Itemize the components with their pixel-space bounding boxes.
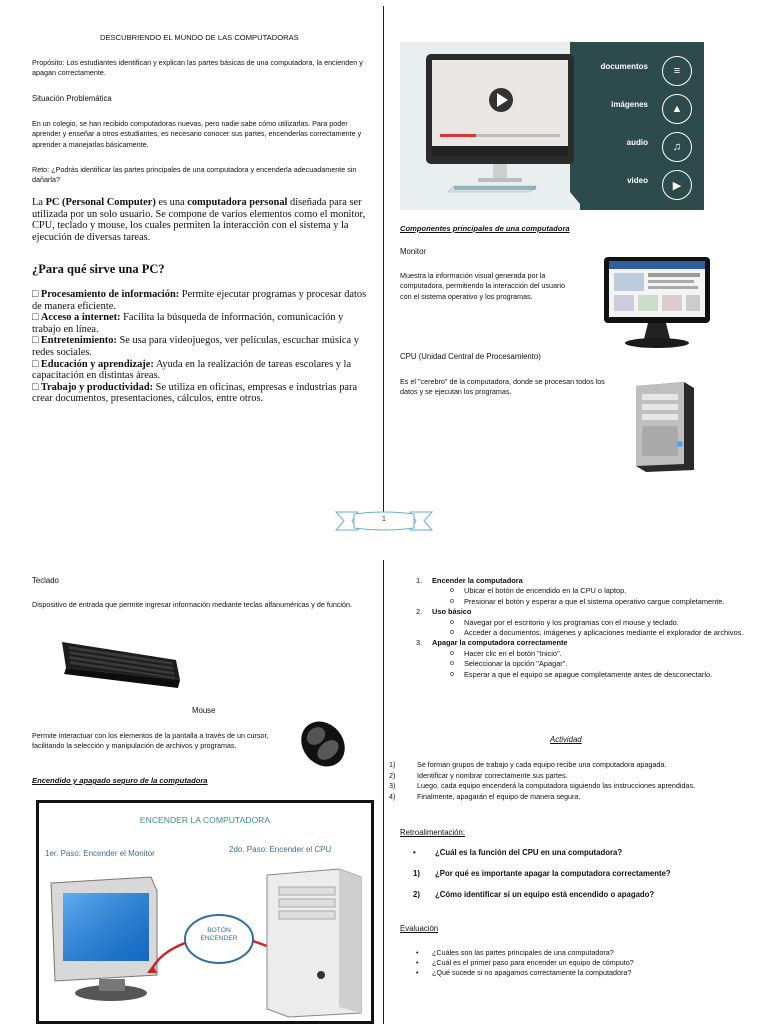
activity-number: 4) xyxy=(389,791,396,801)
cpu-image xyxy=(630,380,698,474)
page-number: 1 xyxy=(382,516,386,523)
evaluation-text: ¿Qué sucede si no apagamos correctamente la computadora? xyxy=(432,968,632,978)
page-title: DESCUBRIENDO EL MUNDO DE LAS COMPUTADORAS xyxy=(100,33,299,42)
use-item xyxy=(32,382,370,405)
activity-item xyxy=(389,771,739,782)
feedback-heading: Retroalimentación: xyxy=(400,828,466,837)
page1-divider xyxy=(383,6,384,512)
use-text: Ayuda en la realización de tareas escolares y la capacitación en distintas áreas. xyxy=(32,358,352,382)
use-title: Procesamiento de información: xyxy=(40,289,180,300)
feedback-item xyxy=(413,869,753,878)
monitor-image xyxy=(602,255,712,349)
step-subitem: o Presionar el botón y esperar a que el sistema operativo cargue completamente. xyxy=(416,597,756,607)
step-subitem: o Acceder a documentos, imágenes y aplicaciones mediante el explorador de archivos. xyxy=(416,628,756,638)
feedback-number: 2) xyxy=(413,890,420,899)
use-text: Se utiliza en oficinas, empresas e industrias para crear documentos, presentaciones, cálculos, entre otros. xyxy=(32,381,358,405)
feedback-text: ¿Cómo identificar si un equipo está encendido o apagado? xyxy=(435,890,655,899)
feedback-number: 1) xyxy=(413,869,420,878)
activity-text: Luego, cada equipo encenderá la computadora siguiendo las instrucciones aprendidas. xyxy=(417,781,696,791)
problem-text: En un colegio, se han recibido computadoras nuevas, pero nadie sabe cómo utilizarlas. Para poder aprender y enseñar a otros estudiantes, es necesario conocer sus partes, encenderlas correctamente y aprender a manejarlas básicamente. xyxy=(32,119,362,149)
use-text: Permite ejecutar programas y procesar datos de manera eficiente. xyxy=(32,289,367,312)
evaluation-list xyxy=(416,948,736,979)
document-icon: ≡ xyxy=(662,56,692,86)
media-label-1: imágenes xyxy=(611,100,648,109)
feedback-text: ¿Cuál es la función del CPU en una computadora? xyxy=(435,848,623,857)
purpose-text: Propósito: Los estudiantes identifican y explican las partes básicas de una computadora, la encienden y apagan correctamente. xyxy=(32,58,363,78)
uses-list xyxy=(32,289,370,405)
evaluation-item xyxy=(416,948,736,958)
use-text: Facilita la búsqueda de información, comunicación y trabajo en línea. xyxy=(32,312,344,335)
step-title: Uso básico xyxy=(432,607,472,617)
evaluation-heading: Evaluación xyxy=(400,924,439,933)
use-title: Trabajo y productividad: xyxy=(40,381,154,393)
mouse-text: Permite interactuar con los elementos de la pantalla a través de un cursor, facilitando la selección y manipulación de archivos y programas. xyxy=(32,731,269,751)
evaluation-text: ¿Cuál es el primer paso para encender un equipo de cómputo? xyxy=(432,958,634,968)
activity-text: Identificar y nombrar correctamente sus partes. xyxy=(417,770,568,780)
media-label-0: documentos xyxy=(600,62,648,71)
activity-text: Se forman grupos de trabajo y cada equipo recibe una computadora apagada. xyxy=(417,760,667,769)
feedback-item xyxy=(413,890,753,899)
step-title: Apagar la computadora correctamente xyxy=(432,638,568,648)
checkbox-icon: □ xyxy=(32,358,41,370)
cpu-text: Es el "cerebro" de la computadora, donde se procesan todos los datos y se ejecutan los programas. xyxy=(400,377,605,397)
feedback-list xyxy=(413,848,753,911)
monitor-heading: Monitor xyxy=(400,247,426,256)
step-item xyxy=(416,607,756,617)
use-item xyxy=(32,312,370,335)
activity-number: 1) xyxy=(389,760,396,769)
use-title: Acceso a internet: xyxy=(40,312,121,324)
cpu-heading: CPU (Unidad Central de Procesamiento) xyxy=(400,352,541,361)
bullet-icon: • xyxy=(416,948,419,957)
keyboard-image xyxy=(56,634,184,694)
problem-heading: Situación Problemática xyxy=(32,94,112,103)
mouse-heading: Mouse xyxy=(192,706,216,715)
step-item xyxy=(416,638,756,648)
feedback-item xyxy=(413,848,753,857)
page2-divider xyxy=(383,560,384,1024)
audio-icon: ♫ xyxy=(662,132,692,162)
step-title: Encender la computadora xyxy=(432,576,523,585)
activity-number: 2) xyxy=(389,770,396,780)
activity-number: 3) xyxy=(389,781,396,791)
activity-item xyxy=(389,792,739,803)
media-label-3: video xyxy=(627,176,648,185)
bullet-icon: • xyxy=(416,968,419,978)
diagram-step1: 1er. Paso: Encender el Monitor xyxy=(45,849,155,858)
step-number: 3. xyxy=(416,638,423,648)
activity-heading: Actividad xyxy=(550,735,582,744)
components-heading: Componentes principales de una computadora xyxy=(400,224,570,233)
bullet-icon: • xyxy=(416,958,419,968)
media-illustration xyxy=(400,42,704,210)
media-label-2: audio xyxy=(626,138,648,147)
mouse-image xyxy=(294,716,352,768)
use-item xyxy=(32,289,370,312)
monitor-text: Muestra la información visual generada por la computadora, permitiendo la interacción del usuario con el sistema operativo y los programas. xyxy=(400,271,566,301)
step-subitem: o Seleccionar la opción "Apagar". xyxy=(416,659,756,669)
use-title: Entretenimiento: xyxy=(40,335,117,347)
diagram-step2: 2do. Paso: Encender el CPU xyxy=(229,845,332,854)
activity-item xyxy=(389,781,739,792)
video-icon: ▶ xyxy=(662,170,692,200)
step-number: 1. xyxy=(416,576,423,585)
use-item xyxy=(32,359,370,382)
activity-item xyxy=(389,760,739,771)
step-subitem: o Esperar a que el equipo se apague completamente antes de desconectarlo. xyxy=(416,670,756,680)
step-subitem: o Navegar por el escritorio y los programas con el mouse y teclado. xyxy=(416,618,756,628)
feedback-text: ¿Por qué es importante apagar la computadora correctamente? xyxy=(435,869,671,878)
checkbox-icon: □ xyxy=(32,289,41,300)
diagram-button-label: BOTÓN ENCENDER xyxy=(200,927,238,942)
step-number: 2. xyxy=(416,607,423,617)
diagram-title: ENCENDER LA COMPUTADORA xyxy=(139,815,271,825)
pc-intro: La PC (Personal Computer) es una computadora personal diseñada para ser utilizada por un solo usuario. Se compone de varios elementos como el monitor, CPU, teclado y mouse, los cuales permiten la interacción con el sistema y la ejecución de diversas tareas. xyxy=(32,197,366,243)
steps-list xyxy=(416,576,756,680)
checkbox-icon: □ xyxy=(32,381,41,393)
step-subitem: o Hacer clic en el botón "Inicio". xyxy=(416,649,756,659)
keyboard-text: Dispositivo de entrada que permite ingresar información mediante teclas alfanuméricas y de función. xyxy=(32,600,353,609)
feedback-number: • xyxy=(413,848,416,857)
image-icon: ▲ xyxy=(662,94,692,124)
uses-heading: ¿Para qué sirve una PC? xyxy=(32,262,165,276)
evaluation-item xyxy=(416,968,736,978)
evaluation-item xyxy=(416,958,736,968)
checkbox-icon: □ xyxy=(32,312,41,324)
activity-text: Finalmente, apagarán el equipo de manera segura. xyxy=(417,791,581,801)
step-subitem: o Ubicar el botón de encendido en la CPU o laptop. xyxy=(416,586,756,596)
use-title: Educación y aprendizaje: xyxy=(40,358,154,370)
use-item xyxy=(32,335,370,358)
checkbox-icon: □ xyxy=(32,335,41,347)
evaluation-text: ¿Cuáles son las partes principales de una computadora? xyxy=(432,948,614,957)
challenge-text: Reto: ¿Podrás identificar las partes principales de una computadora y encenderla adecuadamente sin dañarla? xyxy=(32,165,357,185)
power-diagram xyxy=(36,800,374,1024)
step-item xyxy=(416,576,756,586)
keyboard-heading: Teclado xyxy=(32,576,59,585)
power-heading: Encendido y apagado seguro de la computadora xyxy=(32,776,208,785)
use-text: Se usa para videojuegos, ver películas, escuchar música y redes sociales. xyxy=(32,335,359,358)
activity-list xyxy=(389,760,739,802)
